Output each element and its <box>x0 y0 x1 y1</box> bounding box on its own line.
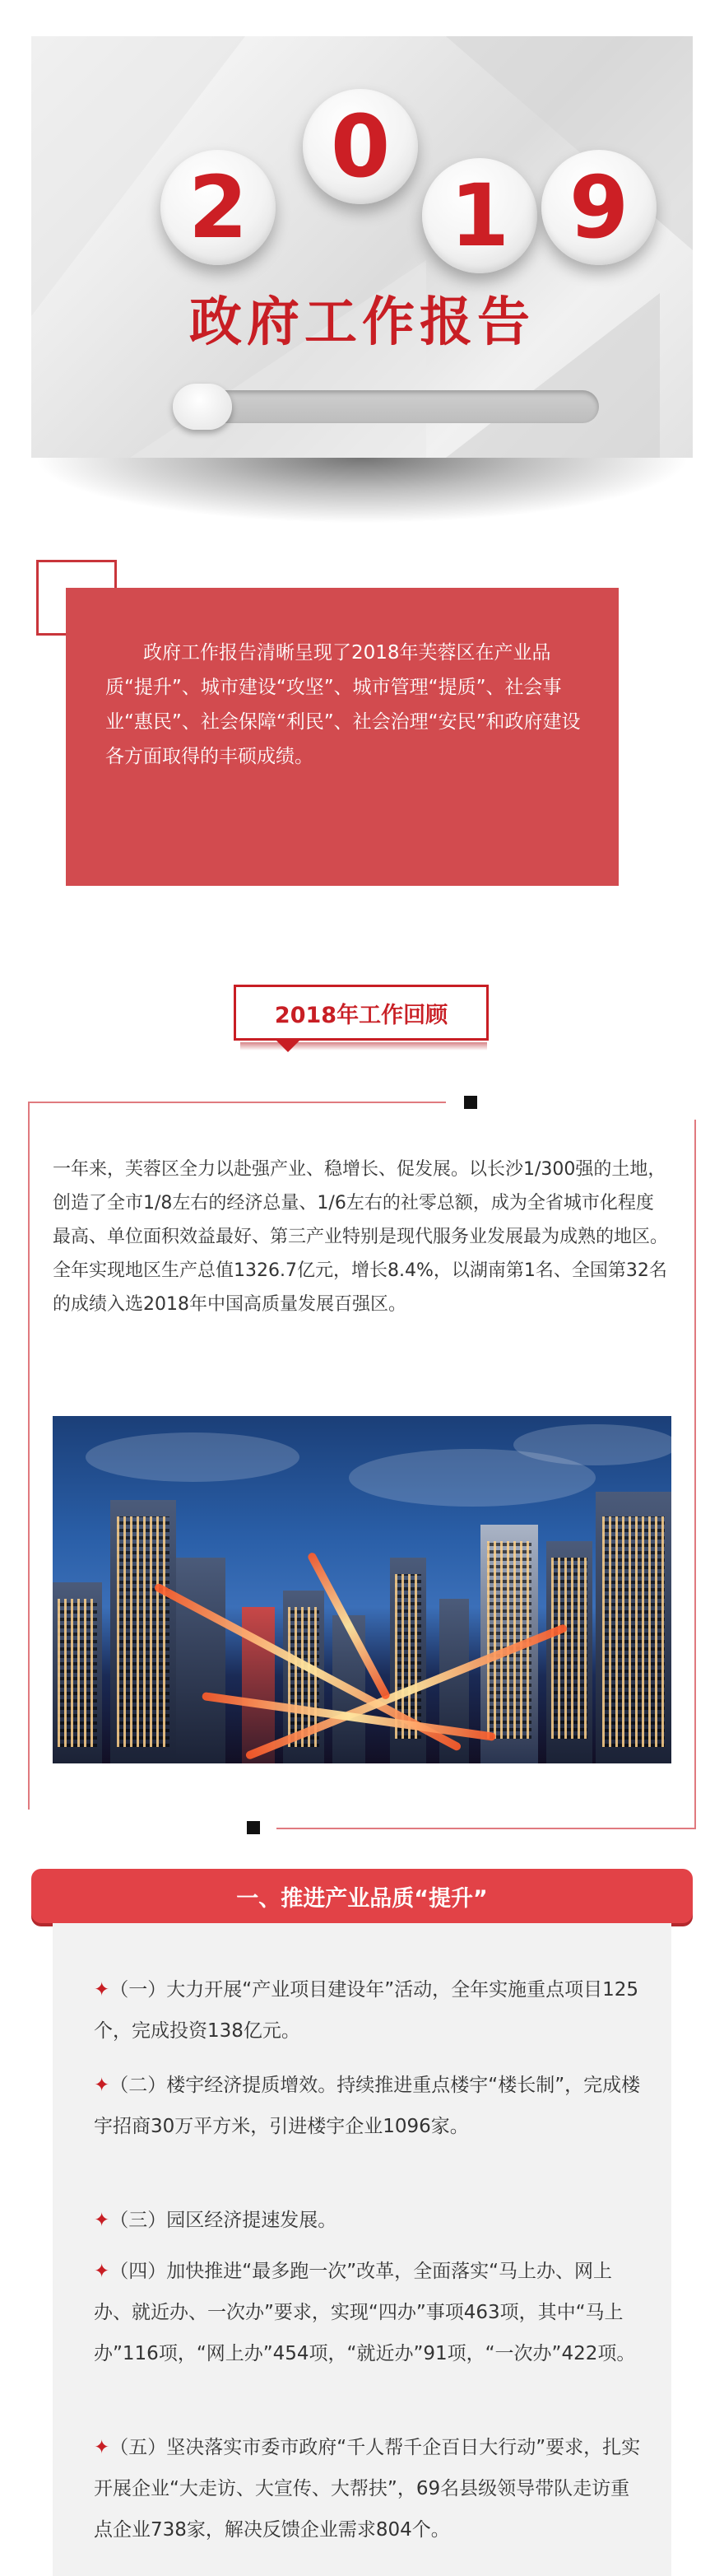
decorative-slider-knob <box>173 384 232 430</box>
square-marker <box>464 1096 477 1109</box>
page-title: 政府工作报告 <box>189 292 535 353</box>
list-item <box>94 2200 643 2241</box>
list-item-text: （一）大力开展“产业项目建设年”活动，全年实施重点项目125个，完成投资138亿元。 <box>94 1979 639 2042</box>
section-body <box>53 1923 671 2576</box>
section-tag-review: 2018年工作回顾 <box>234 985 489 1041</box>
banner-shadow <box>33 458 691 524</box>
star-bullet-icon: ✦ <box>94 2075 110 2096</box>
star-bullet-icon: ✦ <box>94 2437 110 2458</box>
square-marker <box>247 1821 260 1834</box>
list-item-text: （五）坚决落实市委市政府“千人帮千企百日大行动”要求，扎实开展企业“大走访、大宣传、大帮扶”，69名县级领导带队走访重点企业738家，解决反馈企业需求804个。 <box>94 2437 641 2541</box>
star-bullet-icon: ✦ <box>94 2261 110 2282</box>
frame-line <box>28 1102 30 1810</box>
header-banner <box>31 36 693 458</box>
list-item <box>94 2065 643 2147</box>
year-digit: 9 <box>541 150 657 265</box>
list-item <box>94 2427 643 2550</box>
review-text: 一年来，芙蓉区全力以赴强产业、稳增长、促发展。以长沙1/300强的土地，创造了全市1/8左右的经济总量、1/6左右的社零总额，成为全省城市化程度最高、单位面积效益最好、第三产业特别是现代服务业发展最为成熟的地区。全年实现地区生产总值1326.7亿元，增长8.4%，以湖南第1名、全国第32名的成绩入选2018年中国高质量发展百强区。 <box>53 1159 669 1315</box>
tag-pointer <box>276 1041 299 1052</box>
decorative-slider-track <box>179 390 599 423</box>
star-bullet-icon: ✦ <box>94 1979 110 2001</box>
year-digit: 2 <box>160 150 276 265</box>
year-digit: 0 <box>303 89 418 204</box>
list-item-text: （三）园区经济提速发展。 <box>109 2210 337 2231</box>
list-item <box>94 2251 643 2374</box>
frame-line <box>28 1102 446 1103</box>
list-item-text: （二）楼宇经济提质增效。持续推进重点楼宇“楼长制”，完成楼宇招商30万平方米，引进楼宇企业1096家。 <box>94 2075 641 2137</box>
star-bullet-icon: ✦ <box>94 2210 110 2231</box>
city-night-photo <box>53 1416 671 1763</box>
intro-text: 政府工作报告清晰呈现了2018年芙蓉区在产业品质“提升”、城市建设“攻坚”、城市管理“提质”、社会事业“惠民”、社会保障“利民”、社会治理“安民”和政府建设各方面取得的丰硕成绩。 <box>105 642 581 767</box>
section-heading: 一、推进产业品质“提升” <box>31 1869 693 1923</box>
frame-line <box>276 1828 696 1829</box>
list-item-text: （四）加快推进“最多跑一次”改革，全面落实“马上办、网上办、就近办、一次办”要求，实现“四办”事项463项，其中“马上办”116项，“网上办”454项，“就近办”91项，“一次办”422项。 <box>94 2261 636 2364</box>
list-item <box>94 1969 643 2052</box>
year-digit: 1 <box>422 158 537 273</box>
frame-line <box>694 1120 696 1828</box>
intro-box <box>66 588 619 886</box>
